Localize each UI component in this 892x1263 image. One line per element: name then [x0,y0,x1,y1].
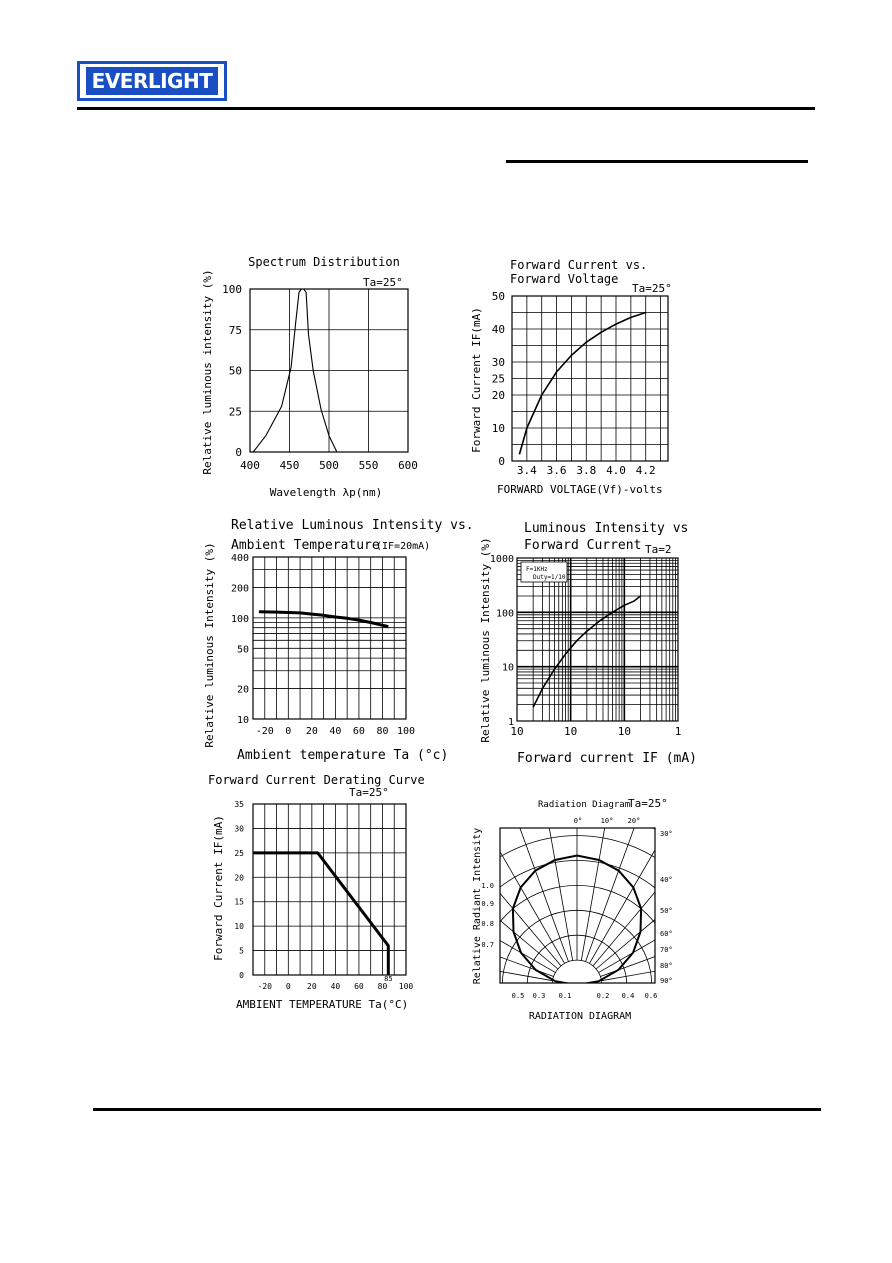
derating-plot-frame [253,804,406,975]
if-vf-x-axis-label: FORWARD VOLTAGE(Vf)-volts [497,483,663,496]
if-vf-x-tick-label: 4.2 [635,464,656,477]
iv-if-legend-line1: F=1KHz [526,566,548,573]
derating-y-tick-label: 35 [234,800,244,809]
radiation-radial-gridline [552,960,602,1010]
if-vf-y-tick-label: 25 [491,372,505,386]
if-vf-y-tick-label: 0 [498,455,505,468]
if-vf-y-tick-label: 10 [491,422,505,435]
if-vf-x-tick-label: 4.0 [606,464,626,477]
spectrum-y-tick-label: 75 [228,323,242,337]
iv-ta-x-tick-label: 60 [352,726,365,737]
radiation-title: Radiation Diagram [538,800,631,810]
if-vf-x-tick-label: 3.4 [516,464,537,477]
if-vf-y-tick-label: 40 [491,323,505,336]
radiation-angle-label: 30° [660,830,673,838]
radiation-bottom-label: 0.5 [511,992,525,1000]
iv-ta-plot-frame [253,557,406,719]
radiation-angle-label: 90° [660,977,673,985]
iv-ta-y-tick-label: 200 [230,583,249,595]
derating-condition: Ta=25° [349,786,389,799]
if-vf-series-line [519,313,645,455]
derating-y-tick-label: 5 [239,946,244,956]
radiation-angle-label: 40° [660,876,673,884]
spectrum-x-tick-label: 550 [358,459,379,472]
if-vf-condition: Ta=25° [632,282,672,295]
radiation-angle-label: 0° [573,817,583,825]
derating-y-tick-label: 25 [234,848,244,858]
if-vf-title-line1: Forward Current vs. [510,258,648,272]
derating-x-tick-label: 100 [398,982,414,991]
spectrum-x-tick-label: 600 [398,459,418,472]
iv-ta-y-tick-label: 400 [230,553,249,564]
iv-ta-x-axis-label: Ambient temperature Ta (°c) [237,748,449,763]
iv-if-x-tick-label: 10 [617,725,631,738]
iv-ta-y-tick-label: 100 [230,613,249,625]
derating-y-tick-label: 0 [239,971,244,980]
iv-ta-title-line1: Relative Luminous Intensity vs. [231,518,474,533]
iv-ta-x-tick-label: 0 [285,726,292,737]
spectrum-condition: Ta=25° [363,276,403,289]
if-vf-x-tick-label: 3.6 [546,464,567,477]
radiation-condition: Ta=25° [628,797,668,810]
radiation-angle-label: 70° [660,946,673,954]
spectrum-x-tick-label: 500 [319,459,339,472]
spectrum-y-tick-label: 50 [228,364,242,378]
spectrum-title: Spectrum Distribution [248,255,400,269]
iv-if-x-tick-label: 10 [564,725,578,738]
spectrum-y-tick-label: 0 [235,446,242,459]
spectrum-x-axis-label: Wavelength λp(nm) [269,486,383,499]
radiation-angle-gridline [599,877,764,972]
derating-y-tick-label: 30 [234,824,244,834]
iv-if-y-tick-label: 1000 [489,554,514,565]
derating-annotation: 85 [384,975,393,983]
radiation-bottom-label: 0.6 [644,992,658,1000]
if-vf-x-tick-label: 3.8 [576,464,597,477]
radiation-angle-label: 60° [660,930,673,938]
radiation-x-axis-label: RADIATION DIAGRAM [528,1011,632,1022]
iv-if-x-axis-label: Forward current IF (mA) [517,751,698,766]
derating-y-tick-label: 15 [234,897,244,907]
iv-if-legend-line2: Duty=1/10 [533,574,566,581]
derating-title: Forward Current Derating Curve [208,773,425,787]
iv-if-y-tick-label: 10 [501,662,514,674]
spectrum-x-tick-label: 400 [240,459,260,472]
iv-ta-y-axis-label: Relative luminous Intensity (%) [203,542,216,748]
iv-if-condition: Ta=2 [645,543,672,556]
radiation-angle-label: 50° [660,907,673,915]
iv-if-plot-frame [517,558,678,721]
iv-ta-y-tick-label: 20 [236,684,249,696]
iv-ta-condition: (IF=20mA) [376,541,431,552]
logo-text: EVERLIGHT [86,67,218,95]
radiation-angle-gridline [600,911,779,976]
if-vf-y-tick-label: 30 [491,356,505,369]
if-vf-y-tick-label: 50 [491,290,505,303]
iv-if-y-tick-label: 1 [507,717,514,728]
derating-series-line [253,853,388,975]
radiation-bottom-label: 0.4 [621,992,635,1000]
radiation-angle-gridline [374,911,553,976]
iv-if-y-tick-label: 100 [495,608,514,620]
radiation-angle-label: 80° [660,962,673,970]
iv-ta-y-tick-label: 10 [236,715,249,726]
radiation-angle-label: 20° [627,817,641,825]
iv-ta-x-tick-label: 40 [329,726,342,737]
derating-y-axis-label: Forward Current IF(mA) [212,815,225,961]
derating-x-axis-label: AMBIENT TEMPERATURE Ta(°C) [236,998,409,1011]
spectrum-x-tick-label: 450 [279,459,300,472]
derating-x-tick-label: 80 [377,982,388,991]
spectrum-y-axis-label: Relative luminous intensity (%) [201,269,214,475]
derating-x-tick-label: 20 [307,982,317,991]
radiation-bottom-label: 0.3 [532,992,546,1000]
radiation-angle-label: 10° [600,817,614,825]
derating-y-tick-label: 10 [234,922,244,932]
if-vf-y-tick-label: 20 [491,389,505,402]
radiation-plot-group [361,769,793,1159]
derating-x-tick-label: 60 [354,982,364,991]
iv-ta-x-tick-label: -20 [255,726,274,737]
spectrum-y-tick-label: 100 [222,283,242,296]
radiation-angle-gridline [602,948,790,981]
iv-ta-x-tick-label: 20 [305,726,318,737]
radiation-radial-label: 0.9 [481,900,494,908]
derating-y-tick-label: 20 [234,873,244,883]
derating-x-tick-label: 40 [330,982,341,991]
iv-ta-title-line2: Ambient Temperature [231,538,380,553]
radiation-bottom-label: 0.1 [558,992,572,1000]
radiation-angle-gridline [593,820,716,966]
iv-if-title-line2: Forward Current [524,538,642,553]
radiation-radial-label: 0.8 [481,920,494,928]
iv-if-y-axis-label: Relative luminous Intensity (%) [479,537,492,743]
derating-x-tick-label: 0 [285,982,291,991]
radiation-y-axis-label: Relative Radiant Intensity [472,827,483,985]
iv-if-x-tick-label: 10 [510,725,524,738]
iv-if-title-line1: Luminous Intensity vs [524,521,689,536]
if-vf-title-line2: Forward Voltage [510,272,619,286]
iv-ta-y-tick-label: 50 [236,644,249,656]
radiation-radial-label: 0.7 [481,941,494,949]
iv-ta-x-tick-label: 100 [396,726,416,737]
iv-if-x-tick-label: 1 [674,725,682,738]
iv-ta-x-tick-label: 80 [376,726,389,737]
if-vf-y-axis-label: Forward Current IF(mA) [470,307,483,453]
radiation-radial-label: 1.0 [481,882,494,890]
radiation-angle-gridline [364,948,552,981]
derating-x-tick-label: -20 [257,982,272,991]
spectrum-y-tick-label: 25 [228,405,242,419]
radiation-bottom-label: 0.2 [596,992,610,1000]
